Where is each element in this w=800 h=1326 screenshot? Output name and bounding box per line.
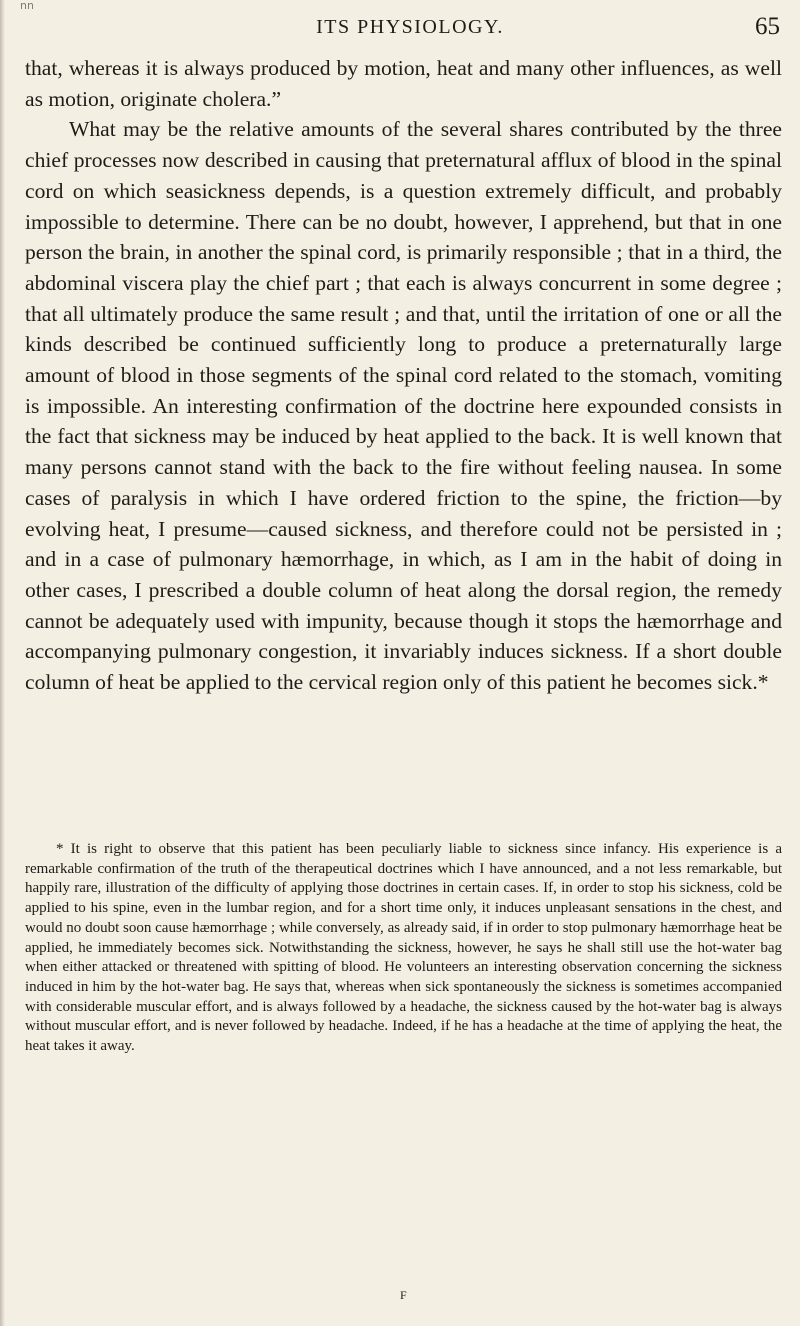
page-number: 65 [755, 13, 780, 40]
running-title: ITS PHYSIOLOGY. [316, 16, 504, 38]
paragraph-main: What may be the relative amounts of the several shares contributed by the three chief processes now described in causing that preternatural afflux of blood in the spinal cord on which seasickness depends, is a question extremely difficult, and probably impossible to determine. There can be no doubt, however, I apprehend, but that in one person the brain, in another the spinal cord, is primarily responsible ; that in a third, the abdominal viscera play the chief part ; that each is always concurrent in some degree ; that all ultimately produce the same result ; and that, until the irritation of one or all the kinds described be continued sufficiently long to produce a preternaturally large amount of blood in those segments of the spinal cord related to the stomach, vomiting is impossible. An interesting confirmation of the doctrine here expounded consists in the fact that sickness may be induced by heat applied to the back. It is well known that many persons cannot stand with the back to the fire without feeling nausea. In some cases of paralysis in which I have ordered friction to the spine, the friction—by evolving heat, I presume—caused sickness, and therefore could not be persisted in ; and in a case of pulmonary hæmorrhage, in which, as I am in the habit of doing in other cases, I prescribed a double column of heat along the dorsal region, the remedy cannot be adequately used with impunity, because though it stops the hæmorrhage and accompanying pulmonary congestion, it invariably induces sickness. If a short double column of heat be applied to the cervical region only of this patient he becomes sick.* [25, 117, 782, 695]
body-text [25, 53, 782, 698]
paragraph-continuation: that, whereas it is always produced by motion, heat and many other influences, as well as motion, originate cholera.” [25, 56, 782, 111]
top-fragment: nn [20, 0, 34, 12]
footnote: * It is right to observe that this patient has been peculiarly liable to sickness since infancy. His experience is a remarkable confirmation of the truth of the therapeutical doctrines which I have announced, and a not less remarkable, but happily rare, illustration of the difficulty of applying those doctrines in certain cases. If, in order to stop his sickness, cold be applied to his spine, even in the lumbar region, and for a short time only, it induces unpleasant sensations in the chest, and would no doubt soon cause hæmorrhage ; while conversely, as already said, if in order to stop pulmonary hæmorrhage heat be applied, he immediately becomes sick. Notwithstanding the sickness, however, he says he shall still use the hot-water bag when either attacked or threatened with spitting of blood. He volunteers an interesting observation concerning the sickness induced in him by the hot-water bag. He says that, whereas when sick spontaneously the sickness is sometimes accompanied with considerable muscular effort, and is always followed by a headache, the sickness caused by the hot-water bag is always without muscular effort, and is never followed by headache. Indeed, if he has a headache at the time of applying the heat, the heat takes it away. [25, 841, 782, 1055]
signature-mark: F [400, 1288, 407, 1302]
running-head [40, 10, 780, 44]
binding-edge [0, 0, 5, 1326]
